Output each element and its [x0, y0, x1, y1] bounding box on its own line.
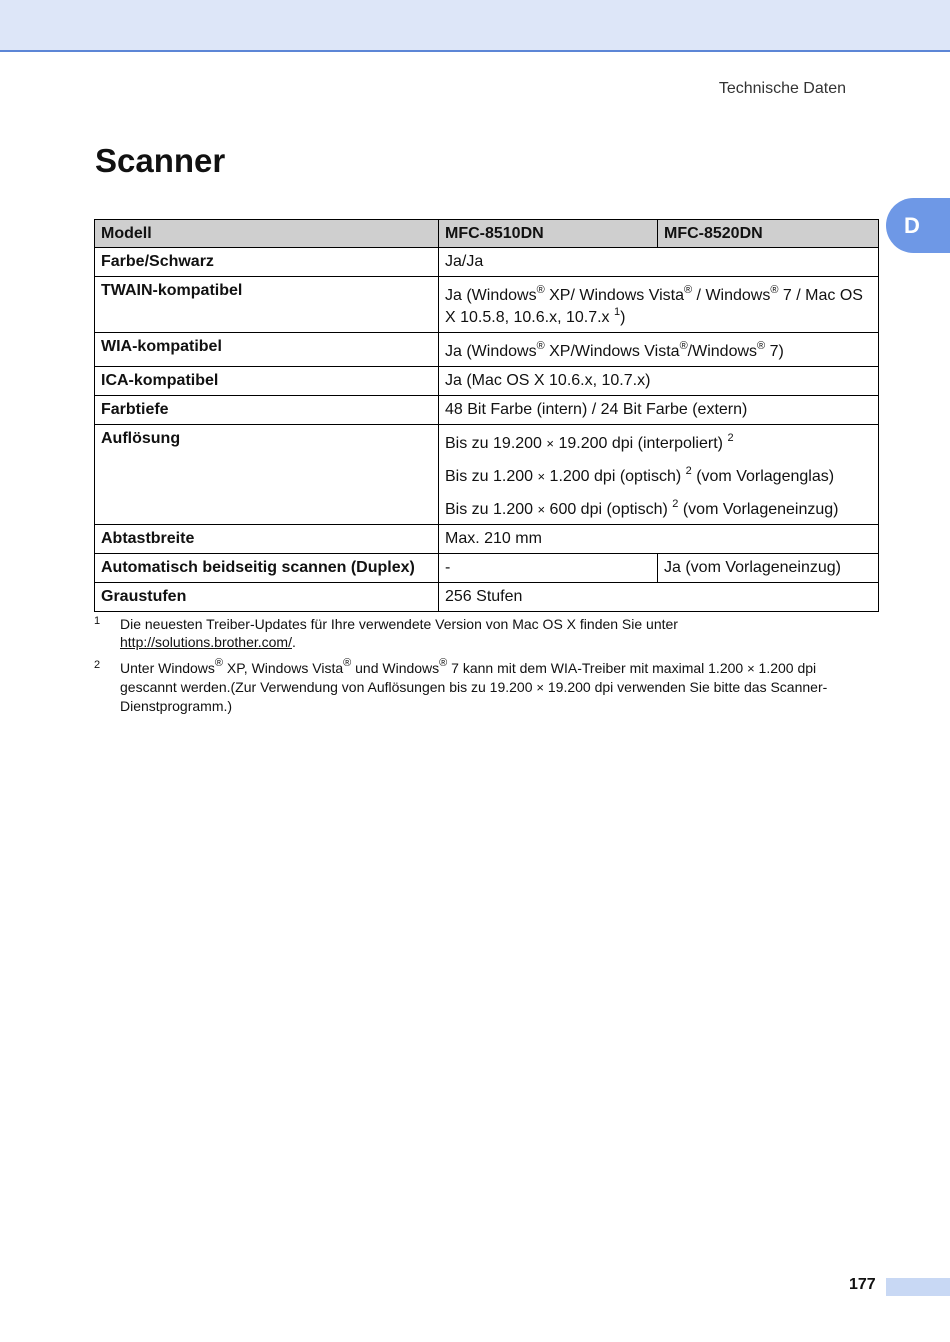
row-label-graustufen: Graustufen: [95, 583, 439, 612]
row-label-duplex: Automatisch beidseitig scannen (Duplex): [95, 554, 439, 583]
bottom-band: [886, 1278, 950, 1296]
table-row: [95, 367, 879, 396]
footnote-1: 1 Die neuesten Treiber-Updates für Ihre verwendete Version von Mac OS X finden Sie unter http://solutions.brother.com/.: [94, 615, 874, 651]
chapter-tab-letter: D: [904, 212, 920, 238]
row-label-farbe: Farbe/Schwarz: [95, 248, 439, 277]
row-label-aufloesung: Auflösung: [95, 425, 439, 525]
header-mfc-8520dn: MFC-8520DN: [658, 220, 879, 248]
running-head: Technische Daten: [718, 80, 846, 97]
row-value-duplex-8510: -: [439, 554, 658, 583]
row-label-wia: WIA-kompatibel: [95, 333, 439, 367]
row-label-farbtiefe: Farbtiefe: [95, 396, 439, 425]
row-value-abtastbreite: Max. 210 mm: [439, 525, 879, 554]
table-row: [95, 425, 879, 525]
row-value-ica: Ja (Mac OS X 10.6.x, 10.7.x): [439, 367, 879, 396]
table-row: [95, 248, 879, 277]
row-label-ica: ICA-kompatibel: [95, 367, 439, 396]
table-row: [95, 396, 879, 425]
row-label-twain: TWAIN-kompatibel: [95, 277, 439, 333]
footnote-ref: 1: [614, 306, 621, 318]
brother-solutions-link[interactable]: http://solutions.brother.com/: [120, 634, 292, 650]
row-value-duplex-8520: Ja (vom Vorlageneinzug): [658, 554, 879, 583]
row-value-twain: Ja (Windows® XP/ Windows Vista® / Windows® 7 / Mac OS X 10.5.8, 10.6.x, 10.7.x $^1$): [439, 277, 879, 333]
scanner-spec-table: [94, 219, 879, 612]
footnote-number: 2: [94, 659, 101, 671]
row-label-abtastbreite: Abtastbreite: [95, 525, 439, 554]
top-header-band: [0, 0, 950, 52]
row-value-farbtiefe: 48 Bit Farbe (intern) / 24 Bit Farbe (extern): [439, 396, 879, 425]
header-mfc-8510dn: MFC-8510DN: [439, 220, 658, 248]
row-value-graustufen: 256 Stufen: [439, 583, 879, 612]
table-row: [95, 554, 879, 583]
row-value-wia: Ja (Windows® XP/Windows Vista®/Windows® 7): [439, 333, 879, 367]
table-header-row: [95, 220, 879, 248]
footnotes: [94, 615, 874, 723]
page-title: Scanner: [95, 142, 226, 179]
header-model: Modell: [95, 220, 439, 248]
page-number: 177: [849, 1276, 876, 1293]
table-row: [95, 333, 879, 367]
table-row: [95, 277, 879, 333]
chapter-tab: [886, 198, 950, 253]
footnote-2: 2 Unter Windows® XP, Windows Vista® und Windows® 7 kann mit dem WIA-Treiber mit maximal 1.200 × 1.200 dpi gescannt werden.(Zur Verwendung von Auflösungen bis zu 19.200 × 19.200 dpi verwenden Sie bitte das Scanner-Dienstprogramm.): [94, 657, 828, 714]
row-value-aufloesung: Bis zu 19.200 × 19.200 dpi (interpoliert) $^2$ Bis zu 1.200 × 1.200 dpi (optisch) $^2$ (vom Vorlagenglas) Bis zu 1.200 × 600 dpi (optisch) $^2$ (vom Vorlageneinzug): [439, 425, 879, 525]
row-value-farbe: Ja/Ja: [439, 248, 879, 277]
table-row: [95, 525, 879, 554]
table-row: [95, 583, 879, 612]
footnote-number: 1: [94, 615, 101, 627]
